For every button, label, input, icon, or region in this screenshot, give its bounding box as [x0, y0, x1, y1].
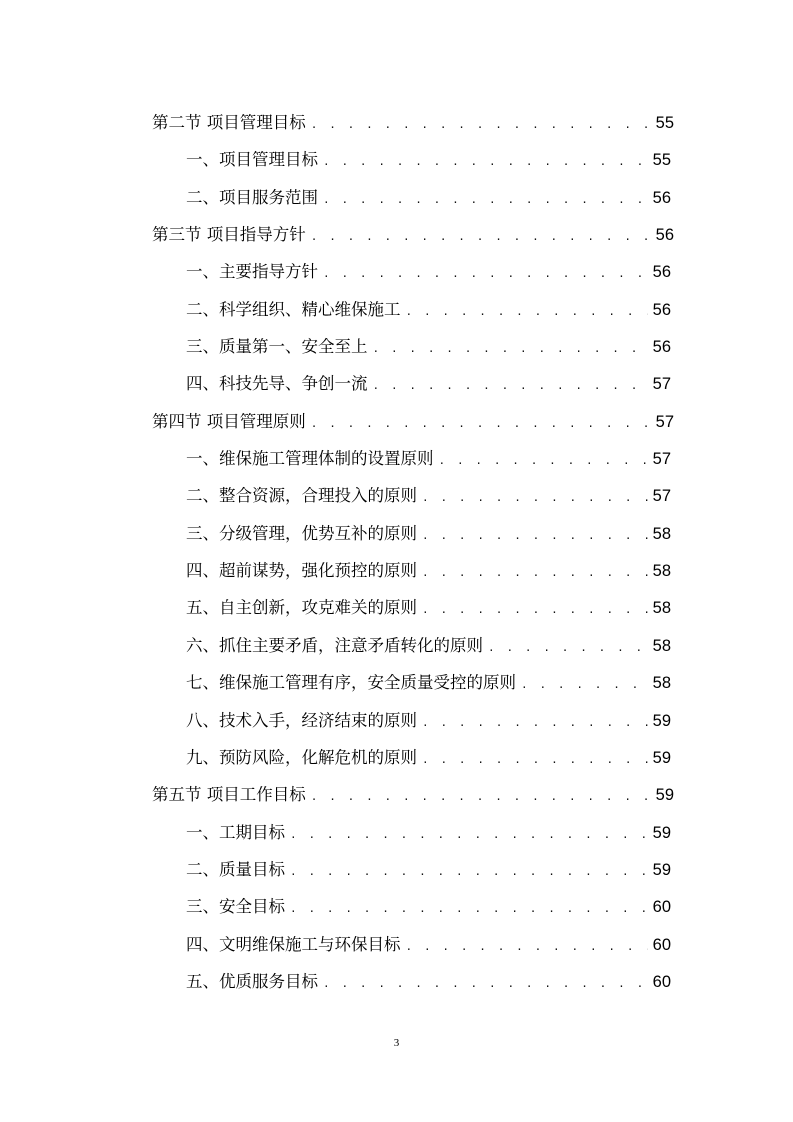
toc-entry[interactable] — [152, 967, 674, 1004]
toc-entry-page: 57 — [655, 412, 674, 431]
toc-dot-leader — [406, 297, 648, 327]
toc-entry-label: 八、技术入手，经济结束的原则 — [186, 710, 417, 730]
toc-dot-leader — [406, 932, 648, 962]
toc-entry-label: 五、优质服务目标 — [186, 971, 318, 991]
toc-entry[interactable] — [152, 407, 674, 444]
toc-entry[interactable] — [152, 295, 674, 332]
toc-entry-label: 一、工期目标 — [186, 822, 285, 842]
toc-entry[interactable] — [152, 369, 674, 406]
toc-entry-label: 二、整合资源，合理投入的原则 — [186, 486, 417, 506]
toc-dot-leader — [290, 894, 648, 924]
toc-entry[interactable] — [152, 220, 674, 257]
toc-entry[interactable] — [152, 780, 674, 817]
toc-dot-leader — [422, 558, 648, 588]
toc-entry-page: 60 — [652, 972, 671, 991]
toc-entry-label: 三、分级管理，优势互补的原则 — [186, 523, 417, 543]
toc-dot-leader — [422, 708, 648, 738]
toc-dot-leader — [373, 371, 648, 401]
toc-entry-page: 57 — [652, 487, 671, 506]
toc-entry-label: 第四节 项目管理原则 — [152, 411, 306, 431]
toc-entry-label: 第五节 项目工作目标 — [152, 785, 306, 805]
toc-entry-label: 一、项目管理目标 — [186, 150, 318, 170]
toc-entry-page: 59 — [652, 711, 671, 730]
toc-dot-leader — [422, 483, 648, 513]
toc-entry-page: 58 — [652, 599, 671, 618]
table-of-contents — [152, 108, 674, 1004]
toc-dot-leader — [311, 409, 651, 439]
toc-entry[interactable] — [152, 593, 674, 630]
toc-entry[interactable] — [152, 855, 674, 892]
toc-entry-page: 55 — [652, 151, 671, 170]
toc-entry-page: 56 — [652, 300, 671, 319]
toc-entry[interactable] — [152, 631, 674, 668]
toc-entry[interactable] — [152, 519, 674, 556]
toc-entry-label: 四、超前谋势，强化预控的原则 — [186, 561, 417, 581]
toc-dot-leader — [439, 446, 648, 476]
toc-entry-label: 五、自主创新，攻克难关的原则 — [186, 598, 417, 618]
toc-entry[interactable] — [152, 706, 674, 743]
toc-dot-leader — [422, 745, 648, 775]
toc-dot-leader — [290, 857, 648, 887]
toc-entry-page: 59 — [652, 748, 671, 767]
toc-entry[interactable] — [152, 892, 674, 929]
toc-dot-leader — [290, 820, 648, 850]
toc-entry-page: 56 — [652, 338, 671, 357]
toc-entry-page: 58 — [652, 524, 671, 543]
toc-entry-label: 七、维保施工管理有序，安全质量受控的原则 — [186, 673, 516, 693]
toc-entry[interactable] — [152, 108, 674, 145]
toc-dot-leader — [323, 147, 648, 177]
toc-entry[interactable] — [152, 743, 674, 780]
toc-dot-leader — [422, 521, 648, 551]
toc-entry-page: 56 — [652, 188, 671, 207]
toc-entry[interactable] — [152, 145, 674, 182]
toc-entry-label: 三、质量第一、安全至上 — [186, 337, 368, 357]
toc-entry[interactable] — [152, 332, 674, 369]
toc-dot-leader — [521, 670, 648, 700]
toc-entry-page: 56 — [652, 263, 671, 282]
toc-entry-page: 60 — [652, 898, 671, 917]
toc-entry-label: 三、安全目标 — [186, 897, 285, 917]
toc-entry-page: 60 — [652, 935, 671, 954]
toc-entry-page: 55 — [655, 114, 674, 132]
toc-entry-label: 一、维保施工管理体制的设置原则 — [186, 449, 434, 469]
toc-entry-page: 58 — [652, 562, 671, 581]
toc-dot-leader — [323, 259, 648, 289]
toc-entry-label: 第三节 项目指导方针 — [152, 225, 306, 245]
toc-dot-leader — [311, 222, 651, 252]
toc-entry-page: 58 — [652, 636, 671, 655]
toc-entry-page: 57 — [652, 375, 671, 394]
toc-entry-page: 59 — [652, 860, 671, 879]
toc-entry-page: 57 — [652, 450, 671, 469]
toc-entry-label: 第二节 项目管理目标 — [152, 113, 306, 132]
toc-entry-page: 56 — [655, 226, 674, 245]
toc-entry[interactable] — [152, 481, 674, 518]
toc-entry-page: 59 — [655, 786, 674, 805]
toc-entry[interactable] — [152, 556, 674, 593]
toc-dot-leader — [488, 633, 648, 663]
toc-entry[interactable] — [152, 930, 674, 967]
toc-entry-label: 四、文明维保施工与环保目标 — [186, 934, 401, 954]
toc-entry[interactable] — [152, 818, 674, 855]
toc-entry-label: 九、预防风险，化解危机的原则 — [186, 747, 417, 767]
toc-dot-leader — [323, 185, 648, 215]
toc-entry-page: 58 — [652, 674, 671, 693]
toc-dot-leader — [311, 110, 651, 140]
toc-dot-leader — [323, 969, 648, 999]
toc-dot-leader — [311, 782, 651, 812]
toc-entry-label: 六、抓住主要矛盾，注意矛盾转化的原则 — [186, 635, 483, 655]
toc-entry-label: 二、质量目标 — [186, 859, 285, 879]
toc-entry-page: 59 — [652, 823, 671, 842]
toc-dot-leader — [373, 334, 648, 364]
toc-entry-label: 四、科技先导、争创一流 — [186, 374, 368, 394]
toc-entry-label: 二、项目服务范围 — [186, 187, 318, 207]
toc-entry[interactable] — [152, 257, 674, 294]
toc-dot-leader — [422, 595, 648, 625]
page-number: 3 — [393, 1037, 400, 1049]
toc-entry[interactable] — [152, 444, 674, 481]
toc-entry[interactable] — [152, 183, 674, 220]
toc-entry[interactable] — [152, 668, 674, 705]
toc-entry-label: 一、主要指导方针 — [186, 262, 318, 282]
toc-entry-label: 二、科学组织、精心维保施工 — [186, 299, 401, 319]
